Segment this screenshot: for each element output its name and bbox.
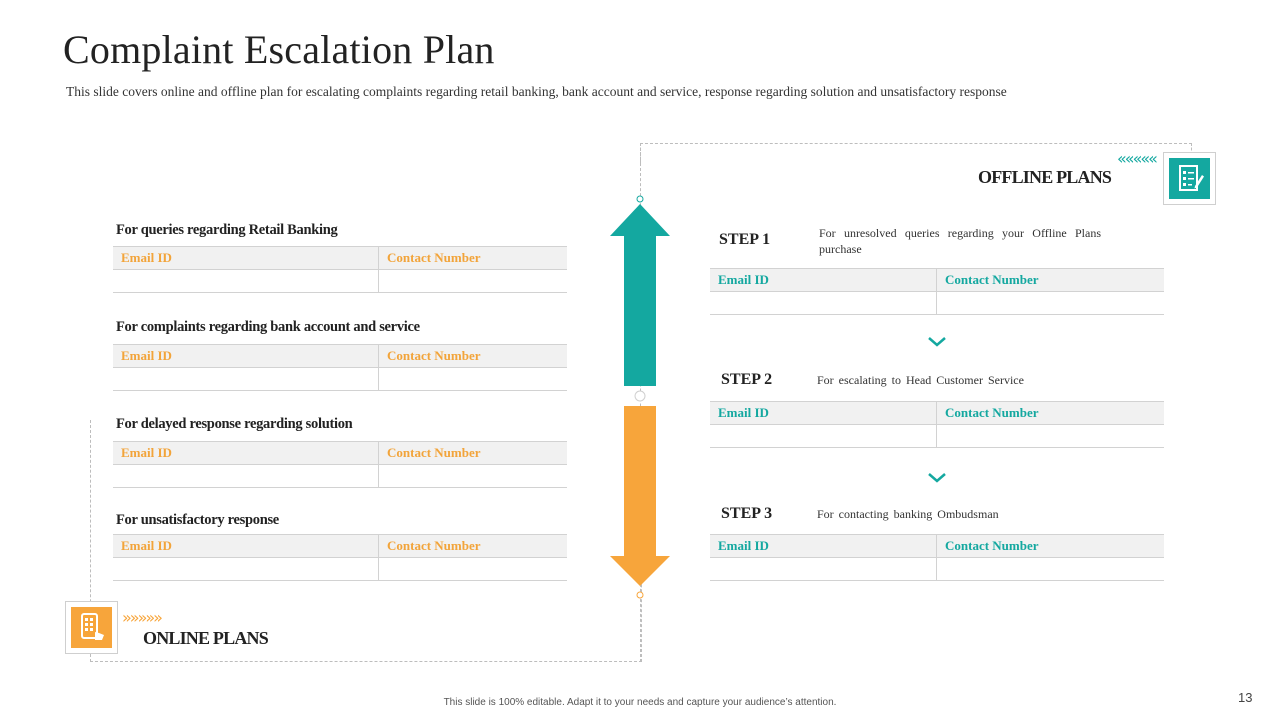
online-contact-table [113, 344, 567, 391]
page-subtitle: This slide covers online and offline plan for escalating complaints regarding retail banking, bank account and service, response regarding solution and unsatisfactory response [66, 84, 1007, 99]
contact-number-header: Contact Number [379, 535, 568, 558]
contact-number-header: Contact Number [937, 269, 1165, 292]
contact-number-cell[interactable] [937, 292, 1165, 315]
online-chevrons: »»»»» [122, 608, 161, 627]
arrow-mid-dot [635, 391, 645, 401]
down-arrow [610, 406, 670, 586]
online-section-heading: For unsatisfactory response [116, 512, 279, 528]
online-section-heading: For complaints regarding bank account and service [116, 319, 420, 335]
step-1-description: For unresolved queries regarding your Offline Plans purchase [819, 226, 1101, 256]
contact-number-cell[interactable] [379, 368, 568, 391]
chevron-down-icon [926, 471, 948, 485]
step-3-label: STEP 3 [721, 505, 773, 522]
mobile-touch-icon [71, 607, 112, 648]
step-2-description: For escalating to Head Customer Service [817, 373, 1024, 387]
email-id-header: Email ID [710, 402, 937, 425]
email-id-cell[interactable] [113, 465, 379, 488]
contact-number-header: Contact Number [937, 535, 1165, 558]
email-id-cell[interactable] [710, 558, 937, 581]
email-id-header: Email ID [113, 442, 379, 465]
offline-icon-frame [1163, 152, 1216, 205]
online-plans-title: ONLINE PLANS [143, 628, 268, 648]
email-id-cell[interactable] [113, 558, 379, 581]
online-contact-table [113, 534, 567, 581]
escalation-arrows [600, 190, 680, 610]
offline-chevrons: ««««« [1117, 149, 1156, 168]
offline-plans-title: OFFLINE PLANS [978, 167, 1112, 187]
step-1-label: STEP 1 [719, 231, 771, 248]
footer-note: This slide is 100% editable. Adapt it to your needs and capture your audience’s attention. [443, 697, 837, 708]
email-id-cell[interactable] [113, 368, 379, 391]
offline-contact-table [710, 401, 1164, 448]
online-contact-table [113, 246, 567, 293]
contact-number-header: Contact Number [379, 345, 568, 368]
arrow-bottom-dot [637, 592, 643, 598]
contact-number-cell[interactable] [937, 425, 1165, 448]
email-id-cell[interactable] [113, 270, 379, 293]
offline-contact-table [710, 268, 1164, 315]
page-title: Complaint Escalation Plan [63, 27, 495, 72]
up-arrow [610, 204, 670, 386]
contact-number-cell[interactable] [379, 558, 568, 581]
online-icon-frame [65, 601, 118, 654]
contact-number-cell[interactable] [379, 270, 568, 293]
email-id-header: Email ID [113, 345, 379, 368]
checklist-document-icon [1169, 158, 1210, 199]
contact-number-cell[interactable] [937, 558, 1165, 581]
contact-number-cell[interactable] [379, 465, 568, 488]
email-id-header: Email ID [113, 247, 379, 270]
email-id-header: Email ID [113, 535, 379, 558]
contact-number-header: Contact Number [379, 442, 568, 465]
email-id-header: Email ID [710, 269, 937, 292]
page-number: 13 [1238, 690, 1253, 705]
online-section-heading: For queries regarding Retail Banking [116, 222, 338, 238]
online-contact-table [113, 441, 567, 488]
contact-number-header: Contact Number [937, 402, 1165, 425]
email-id-cell[interactable] [710, 425, 937, 448]
chevron-down-icon [926, 335, 948, 349]
arrow-top-dot [637, 196, 643, 202]
offline-contact-table [710, 534, 1164, 581]
step-2-label: STEP 2 [721, 371, 773, 388]
online-section-heading: For delayed response regarding solution [116, 416, 353, 432]
offline-dashed-frame [640, 143, 1192, 164]
step-3-description: For contacting banking Ombudsman [817, 507, 999, 521]
email-id-header: Email ID [710, 535, 937, 558]
contact-number-header: Contact Number [379, 247, 568, 270]
email-id-cell[interactable] [710, 292, 937, 315]
